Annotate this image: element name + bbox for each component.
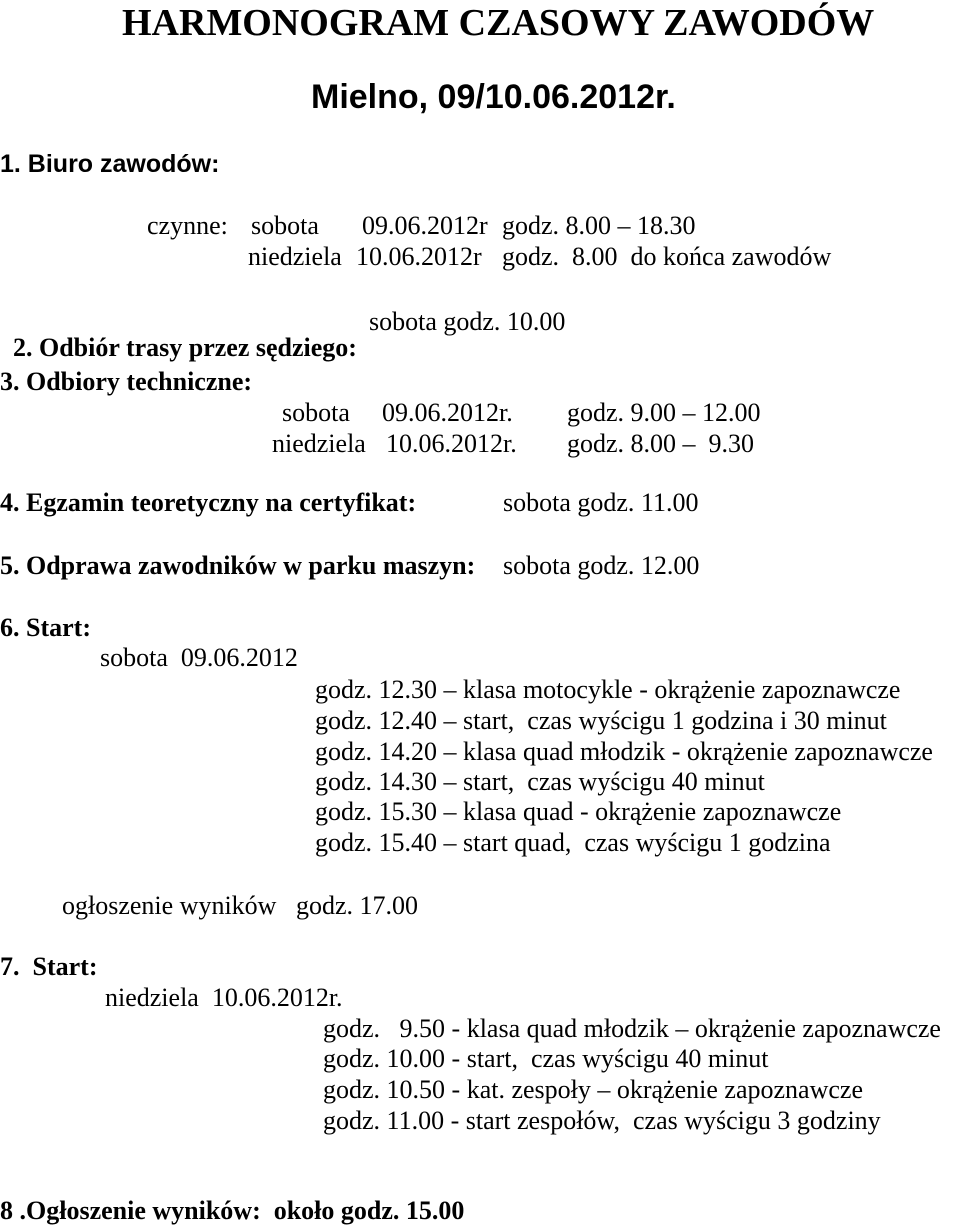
section-2-heading: 2. Odbiór trasy przez sędziego: [13,333,357,362]
section-3-date: 09.06.2012r. [382,398,513,427]
section-1-time: godz. 8.00 – 18.30 [502,211,696,240]
section-3-time: godz. 9.00 – 12.00 [567,398,761,427]
page-subtitle: Mielno, 09/10.06.2012r. [311,78,676,116]
section-7-date: niedziela 10.06.2012r. [105,983,343,1012]
section-3-time: godz. 8.00 – 9.30 [567,429,755,458]
section-2-value: sobota godz. 10.00 [369,307,566,336]
schedule-item: godz. 14.30 – start, czas wyścigu 40 minut [315,767,765,796]
section-4-value: sobota godz. 11.00 [503,488,699,517]
section-5-heading: 5. Odprawa zawodników w parku maszyn: [0,551,476,580]
section-1-day: sobota [251,211,319,240]
section-1-label: czynne: [147,211,228,240]
section-3-heading: 3. Odbiory techniczne: [0,367,253,396]
schedule-item: godz. 9.50 - klasa quad młodzik – okrążenie zapoznawcze [323,1014,941,1043]
section-3-day: niedziela [272,429,366,458]
section-8-heading: 8 .Ogłoszenie wyników: około godz. 15.00 [0,1196,465,1225]
section-1-time: godz. 8.00 do końca zawodów [502,242,832,271]
section-6-date: sobota 09.06.2012 [100,643,298,672]
section-1-date: 09.06.2012r [362,211,488,240]
section-6-results: ogłoszenie wyników godz. 17.00 [62,891,419,920]
section-1-heading: 1. Biuro zawodów: [0,150,220,178]
section-3-date: 10.06.2012r. [386,429,517,458]
page-title: HARMONOGRAM CZASOWY ZAWODÓW [122,2,875,44]
schedule-item: godz. 15.30 – klasa quad - okrążenie zapoznawcze [315,797,842,826]
section-6-heading: 6. Start: [0,613,91,642]
section-1-date: 10.06.2012r [356,242,482,271]
schedule-item: godz. 10.50 - kat. zespoły – okrążenie zapoznawcze [323,1075,863,1104]
schedule-item: godz. 11.00 - start zespołów, czas wyścigu 3 godziny [323,1106,881,1135]
section-4-heading: 4. Egzamin teoretyczny na certyfikat: [0,488,417,517]
section-3-day: sobota [282,398,350,427]
schedule-item: godz. 14.20 – klasa quad młodzik - okrążenie zapoznawcze [315,737,933,766]
section-1-day: niedziela [248,242,342,271]
schedule-item: godz. 10.00 - start, czas wyścigu 40 minut [323,1044,769,1073]
schedule-item: godz. 12.40 – start, czas wyścigu 1 godzina i 30 minut [315,706,887,735]
section-5-value: sobota godz. 12.00 [503,551,700,580]
section-7-heading: 7. Start: [0,952,98,981]
schedule-item: godz. 12.30 – klasa motocykle - okrążenie zapoznawcze [315,675,901,704]
schedule-item: godz. 15.40 – start quad, czas wyścigu 1 godzina [315,828,831,857]
